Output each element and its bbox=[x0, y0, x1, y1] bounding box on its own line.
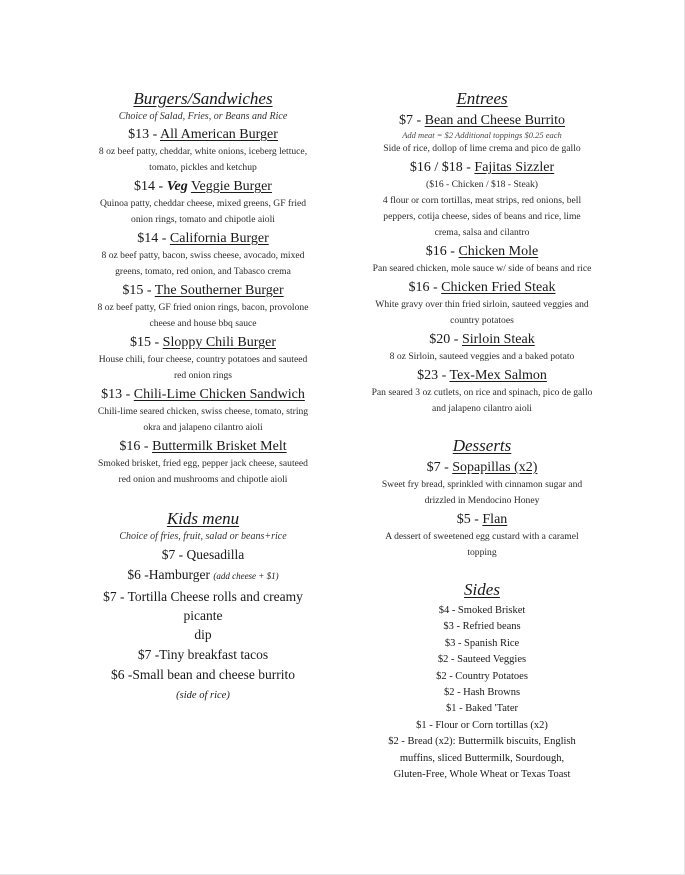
item-price: $16 / $18 - bbox=[409, 160, 471, 175]
item-title bbox=[358, 278, 606, 297]
item-name: Sirloin Steak bbox=[461, 332, 535, 347]
kids-item-note: (side of rice) bbox=[176, 690, 230, 701]
side-item: Gluten-Free, Whole Wheat or Texas Toast bbox=[393, 769, 571, 781]
side-item: $1 - Flour or Corn tortillas (x2) bbox=[416, 719, 548, 731]
item-name: Sopapillas (x2) bbox=[452, 460, 538, 475]
side-item: $2 - Bread (x2): Buttermilk biscuits, English bbox=[388, 736, 576, 748]
menu-item bbox=[358, 330, 606, 365]
kids-item-note: (add cheese + $1) bbox=[213, 571, 279, 581]
kids-item: $7 - Quesadilla bbox=[161, 547, 245, 562]
item-price: $13 - bbox=[101, 387, 131, 402]
item-name: Veggie Burger bbox=[190, 179, 272, 194]
item-price: $7 - bbox=[398, 113, 422, 128]
item-name: Buttermilk Brisket Melt bbox=[152, 439, 287, 454]
item-title bbox=[82, 437, 324, 456]
item-price: $5 - bbox=[456, 512, 479, 527]
item-name: All American Burger bbox=[159, 127, 278, 142]
item-description: Pan seared chicken, mole sauce w/ side of beans and rice bbox=[372, 263, 592, 274]
item-title bbox=[358, 510, 606, 529]
section-title-burgers: Burgers/Sandwiches bbox=[133, 89, 273, 108]
item-price: $14 - bbox=[134, 179, 164, 194]
section-title-sides: Sides bbox=[464, 580, 500, 599]
item-description: Smoked brisket, fried egg, pepper jack cheese, sauteed red onion and mushrooms and chipotle aioli bbox=[98, 458, 308, 485]
item-title bbox=[358, 111, 606, 130]
item-name: Bean and Cheese Burrito bbox=[424, 113, 566, 128]
menu-item bbox=[82, 177, 324, 228]
menu-item bbox=[358, 111, 606, 157]
kids-section bbox=[82, 508, 324, 705]
side-item: muffins, sliced Buttermilk, Sourdough, bbox=[399, 752, 565, 764]
item-title bbox=[82, 385, 324, 404]
item-price: $15 - bbox=[122, 283, 152, 298]
veg-tag: Veg bbox=[166, 179, 188, 194]
menu-item bbox=[358, 458, 606, 509]
item-title bbox=[358, 458, 606, 477]
side-item: $1 - Baked 'Tater bbox=[445, 703, 518, 715]
item-name: The Southerner Burger bbox=[154, 283, 284, 298]
side-item: $3 - Refried beans bbox=[443, 621, 521, 633]
item-title bbox=[82, 125, 324, 144]
menu-item bbox=[82, 281, 324, 332]
item-description: 8 oz beef patty, bacon, swiss cheese, avocado, mixed greens, tomato, red onion, and Tabasco crema bbox=[101, 250, 305, 277]
item-title bbox=[82, 281, 324, 300]
item-description: 4 flour or corn tortillas, meat strips, red onions, bell peppers, cotija cheese, sides of beans and rice, lime crema, salsa and cilantro bbox=[382, 195, 582, 238]
right-column bbox=[358, 88, 606, 783]
item-title bbox=[358, 242, 606, 261]
item-description: Sweet fry bread, sprinkled with cinnamon sugar and drizzled in Mendocino Honey bbox=[381, 479, 583, 506]
menu-item bbox=[358, 278, 606, 329]
item-title bbox=[82, 229, 324, 248]
item-price: $15 - bbox=[130, 335, 160, 350]
section-title-entrees: Entrees bbox=[456, 89, 508, 108]
item-description: 8 oz beef patty, GF fried onion rings, bacon, provolone cheese and house bbq sauce bbox=[97, 302, 309, 329]
section-subtitle-burgers: Choice of Salad, Fries, or Beans and Rice bbox=[118, 111, 288, 122]
item-subtitle: ($16 - Chicken / $18 - Steak) bbox=[426, 179, 538, 190]
menu-item bbox=[358, 158, 606, 241]
item-title bbox=[358, 330, 606, 349]
item-name: Chicken Mole bbox=[458, 244, 539, 259]
left-column bbox=[82, 88, 324, 705]
menu-item bbox=[358, 510, 606, 561]
sides-section bbox=[358, 579, 606, 783]
side-item: $2 - Hash Browns bbox=[443, 687, 521, 699]
menu-item bbox=[82, 437, 324, 488]
item-description: Side of rice, dollop of lime crema and pico de gallo bbox=[383, 143, 581, 154]
burgers-section bbox=[82, 88, 324, 488]
item-description: 8 oz Sirloin, sauteed veggies and a baked potato bbox=[389, 351, 575, 362]
menu-item bbox=[358, 366, 606, 417]
item-name: Tex-Mex Salmon bbox=[449, 368, 547, 383]
item-price: $14 - bbox=[137, 231, 167, 246]
side-item: $3 - Spanish Rice bbox=[444, 637, 520, 649]
menu-item bbox=[82, 229, 324, 280]
item-description: Pan seared 3 oz cutlets, on rice and spinach, pico de gallo and jalapeno cilantro aioli bbox=[371, 387, 593, 414]
side-item: $4 - Smoked Brisket bbox=[438, 605, 526, 616]
item-price: $16 - bbox=[425, 244, 455, 259]
kids-item: $7 -Tiny breakfast tacos bbox=[137, 647, 269, 662]
menu-item bbox=[82, 125, 324, 176]
item-price: $13 - bbox=[128, 127, 158, 142]
item-name: California Burger bbox=[169, 231, 269, 246]
item-description: House chili, four cheese, country potatoes and sauteed red onion rings bbox=[98, 354, 308, 381]
item-name: Sloppy Chili Burger bbox=[162, 335, 276, 350]
section-title-desserts: Desserts bbox=[452, 436, 512, 455]
item-name: Chili-Lime Chicken Sandwich bbox=[133, 387, 305, 402]
item-price: $16 - bbox=[408, 280, 438, 295]
entrees-section bbox=[358, 88, 606, 417]
side-item: $2 - Sauteed Veggies bbox=[437, 654, 527, 666]
desserts-section bbox=[358, 435, 606, 561]
section-subtitle-kids: Choice of fries, fruit, salad or beans+rice bbox=[119, 531, 287, 542]
section-title-kids: Kids menu bbox=[166, 509, 240, 528]
kids-item: $6 -Hamburger (add cheese + $1) bbox=[127, 567, 279, 582]
item-name: Flan bbox=[482, 512, 508, 527]
item-name: Chicken Fried Steak bbox=[441, 280, 556, 295]
kids-item: $6 -Small bean and cheese burrito (side of rice) bbox=[110, 667, 296, 701]
item-price: $7 - bbox=[426, 460, 449, 475]
item-title bbox=[358, 158, 606, 177]
item-price: $16 - bbox=[119, 439, 149, 454]
menu-item bbox=[358, 242, 606, 277]
item-title bbox=[82, 177, 324, 196]
menu-item bbox=[82, 385, 324, 436]
item-title bbox=[82, 333, 324, 352]
item-price: $23 - bbox=[417, 368, 447, 383]
item-note: Add meat = $2 Additional toppings $0.25 each bbox=[402, 130, 562, 140]
item-title bbox=[358, 366, 606, 385]
item-description: White gravy over thin fried sirloin, sauteed veggies and country potatoes bbox=[375, 299, 589, 326]
kids-item: $7 - Tortilla Cheese rolls and creamy picante dip bbox=[103, 589, 303, 642]
menu-item bbox=[82, 333, 324, 384]
item-name: Fajitas Sizzler bbox=[474, 160, 555, 175]
item-description: A dessert of sweetened egg custard with a caramel topping bbox=[385, 531, 579, 558]
item-description: Quinoa patty, cheddar cheese, mixed greens, GF fried onion rings, tomato and chipotle aioli bbox=[99, 198, 307, 225]
item-description: 8 oz beef patty, cheddar, white onions, iceberg lettuce, tomato, pickles and ketchup bbox=[98, 146, 308, 173]
item-description: Chili-lime seared chicken, swiss cheese, tomato, string okra and jalapeno cilantro aioli bbox=[97, 406, 309, 433]
side-item: $2 - Country Potatoes bbox=[436, 670, 528, 682]
item-price: $20 - bbox=[429, 332, 459, 347]
